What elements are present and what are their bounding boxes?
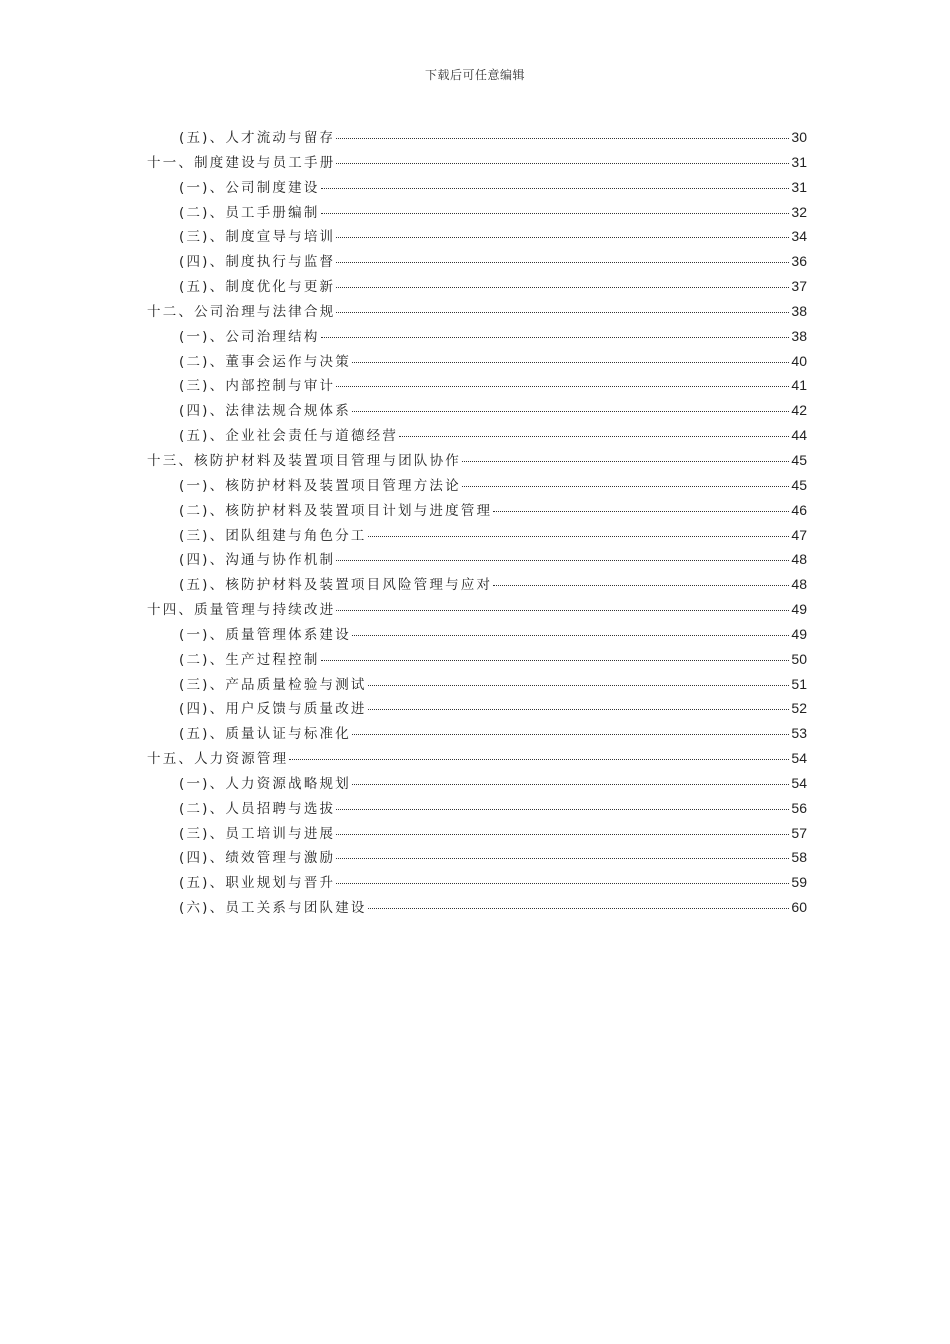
toc-entry-label: (四)、法律法规合规体系 xyxy=(179,403,351,420)
toc-entry-label: (二)、员工手册编制 xyxy=(179,204,320,221)
toc-page-number: 34 xyxy=(791,228,807,245)
toc-dot-leader xyxy=(336,560,789,561)
toc-page-number: 48 xyxy=(791,576,807,593)
table-of-contents xyxy=(147,126,807,921)
toc-entry-label: (四)、绩效管理与激励 xyxy=(179,850,336,867)
toc-section-entry[interactable] xyxy=(147,797,807,822)
toc-page-number: 51 xyxy=(791,675,807,692)
toc-dot-leader xyxy=(493,511,789,512)
toc-dot-leader xyxy=(368,908,790,909)
toc-chapter-entry[interactable] xyxy=(147,598,807,623)
page-header: 下载后可任意编辑 xyxy=(424,68,525,82)
toc-section-entry[interactable] xyxy=(147,275,807,300)
toc-dot-leader xyxy=(352,734,789,735)
toc-page-number: 56 xyxy=(791,799,807,816)
toc-dot-leader xyxy=(352,362,789,363)
toc-chapter-entry[interactable] xyxy=(147,300,807,325)
toc-entry-label: (四)、用户反馈与质量改进 xyxy=(179,701,367,718)
toc-entry-label: (五)、质量认证与标准化 xyxy=(179,726,351,743)
toc-entry-label: (一)、公司制度建设 xyxy=(179,179,320,196)
toc-dot-leader xyxy=(336,287,789,288)
toc-page-number: 47 xyxy=(791,526,807,543)
toc-entry-label: (三)、员工培训与进展 xyxy=(179,825,336,842)
toc-entry-label: (一)、核防护材料及装置项目管理方法论 xyxy=(179,477,461,494)
toc-dot-leader xyxy=(336,262,789,263)
toc-entry-label: (一)、质量管理体系建设 xyxy=(179,626,351,643)
toc-section-entry[interactable] xyxy=(147,772,807,797)
toc-section-entry[interactable] xyxy=(147,673,807,698)
toc-page-number: 40 xyxy=(791,352,807,369)
toc-dot-leader xyxy=(289,759,789,760)
toc-entry-label: (三)、产品质量检验与测试 xyxy=(179,676,367,693)
toc-entry-label: (四)、制度执行与监督 xyxy=(179,254,336,271)
toc-entry-label: 十一、制度建设与员工手册 xyxy=(147,154,336,171)
toc-page-number: 60 xyxy=(791,899,807,916)
toc-dot-leader xyxy=(368,709,790,710)
toc-chapter-entry[interactable] xyxy=(147,747,807,772)
toc-section-entry[interactable] xyxy=(147,648,807,673)
toc-entry-label: 十三、核防护材料及装置项目管理与团队协作 xyxy=(147,452,461,469)
toc-entry-label: (五)、职业规划与晋升 xyxy=(179,875,336,892)
toc-page-number: 54 xyxy=(791,750,807,767)
toc-section-entry[interactable] xyxy=(147,548,807,573)
toc-page-number: 59 xyxy=(791,874,807,891)
toc-dot-leader xyxy=(368,536,790,537)
toc-dot-leader xyxy=(352,784,789,785)
toc-dot-leader xyxy=(352,635,789,636)
toc-page-number: 45 xyxy=(791,451,807,468)
toc-section-entry[interactable] xyxy=(147,350,807,375)
toc-section-entry[interactable] xyxy=(147,524,807,549)
toc-dot-leader xyxy=(336,386,789,387)
toc-page-number: 46 xyxy=(791,501,807,518)
toc-page-number: 44 xyxy=(791,427,807,444)
toc-section-entry[interactable] xyxy=(147,722,807,747)
toc-page-number: 31 xyxy=(791,178,807,195)
toc-entry-label: (三)、团队组建与角色分工 xyxy=(179,527,367,544)
toc-entry-label: 十二、公司治理与法律合规 xyxy=(147,303,336,320)
toc-page-number: 41 xyxy=(791,377,807,394)
toc-section-entry[interactable] xyxy=(147,201,807,226)
toc-dot-leader xyxy=(336,809,789,810)
toc-dot-leader xyxy=(493,585,789,586)
toc-entry-label: (六)、员工关系与团队建设 xyxy=(179,900,367,917)
toc-section-entry[interactable] xyxy=(147,424,807,449)
toc-dot-leader xyxy=(462,486,790,487)
toc-entry-label: (四)、沟通与协作机制 xyxy=(179,552,336,569)
toc-entry-label: (二)、董事会运作与决策 xyxy=(179,353,351,370)
toc-section-entry[interactable] xyxy=(147,822,807,847)
toc-section-entry[interactable] xyxy=(147,225,807,250)
toc-section-entry[interactable] xyxy=(147,176,807,201)
toc-entry-label: (五)、制度优化与更新 xyxy=(179,279,336,296)
toc-entry-label: (二)、人员招聘与选拔 xyxy=(179,800,336,817)
toc-section-entry[interactable] xyxy=(147,871,807,896)
toc-page-number: 36 xyxy=(791,253,807,270)
toc-page-number: 45 xyxy=(791,476,807,493)
toc-page-number: 53 xyxy=(791,725,807,742)
toc-dot-leader xyxy=(352,411,789,412)
toc-entry-label: 十五、人力资源管理 xyxy=(147,751,289,768)
toc-section-entry[interactable] xyxy=(147,126,807,151)
toc-page-number: 52 xyxy=(791,700,807,717)
toc-section-entry[interactable] xyxy=(147,499,807,524)
toc-page-number: 58 xyxy=(791,849,807,866)
toc-entry-label: (三)、制度宣导与培训 xyxy=(179,229,336,246)
toc-entry-label: (三)、内部控制与审计 xyxy=(179,378,336,395)
toc-dot-leader xyxy=(336,163,789,164)
toc-entry-label: (五)、企业社会责任与道德经营 xyxy=(179,428,399,445)
toc-page-number: 48 xyxy=(791,551,807,568)
toc-dot-leader xyxy=(336,312,789,313)
toc-dot-leader xyxy=(336,138,789,139)
toc-section-entry[interactable] xyxy=(147,325,807,350)
toc-dot-leader xyxy=(368,685,790,686)
toc-section-entry[interactable] xyxy=(147,623,807,648)
toc-chapter-entry[interactable] xyxy=(147,151,807,176)
toc-page-number: 30 xyxy=(791,129,807,145)
toc-page-number: 32 xyxy=(791,203,807,220)
toc-section-entry[interactable] xyxy=(147,374,807,399)
toc-page-number: 50 xyxy=(791,650,807,667)
toc-entry-label: (一)、人力资源战略规划 xyxy=(179,775,351,792)
toc-entry-label: (二)、核防护材料及装置项目计划与进度管理 xyxy=(179,502,493,519)
toc-section-entry[interactable] xyxy=(147,573,807,598)
toc-section-entry[interactable] xyxy=(147,846,807,871)
toc-page-number: 49 xyxy=(791,625,807,642)
toc-dot-leader xyxy=(321,213,790,214)
toc-dot-leader xyxy=(462,461,789,462)
toc-page-number: 38 xyxy=(791,327,807,344)
toc-page-number: 37 xyxy=(791,278,807,295)
toc-page-number: 57 xyxy=(791,824,807,841)
toc-dot-leader xyxy=(399,436,789,437)
toc-page-number: 42 xyxy=(791,402,807,419)
toc-entry-label: (二)、生产过程控制 xyxy=(179,651,320,668)
toc-dot-leader xyxy=(321,660,790,661)
toc-section-entry[interactable] xyxy=(147,399,807,424)
toc-entry-label: (五)、核防护材料及装置项目风险管理与应对 xyxy=(179,577,493,594)
toc-dot-leader xyxy=(336,237,789,238)
toc-section-entry[interactable] xyxy=(147,250,807,275)
toc-dot-leader xyxy=(336,834,789,835)
toc-page-number: 49 xyxy=(791,601,807,618)
toc-section-entry[interactable] xyxy=(147,697,807,722)
toc-section-entry[interactable] xyxy=(147,474,807,499)
toc-dot-leader xyxy=(336,858,789,859)
toc-dot-leader xyxy=(336,883,789,884)
toc-dot-leader xyxy=(321,188,790,189)
toc-section-entry[interactable] xyxy=(147,896,807,921)
toc-chapter-entry[interactable] xyxy=(147,449,807,474)
toc-entry-label: (五)、人才流动与留存 xyxy=(179,130,336,146)
toc-entry-label: (一)、公司治理结构 xyxy=(179,328,320,345)
toc-dot-leader xyxy=(321,337,790,338)
toc-entry-label: 十四、质量管理与持续改进 xyxy=(147,602,336,619)
toc-page-number: 54 xyxy=(791,774,807,791)
toc-dot-leader xyxy=(336,610,789,611)
toc-page-number: 31 xyxy=(791,153,807,170)
toc-page-number: 38 xyxy=(791,302,807,319)
